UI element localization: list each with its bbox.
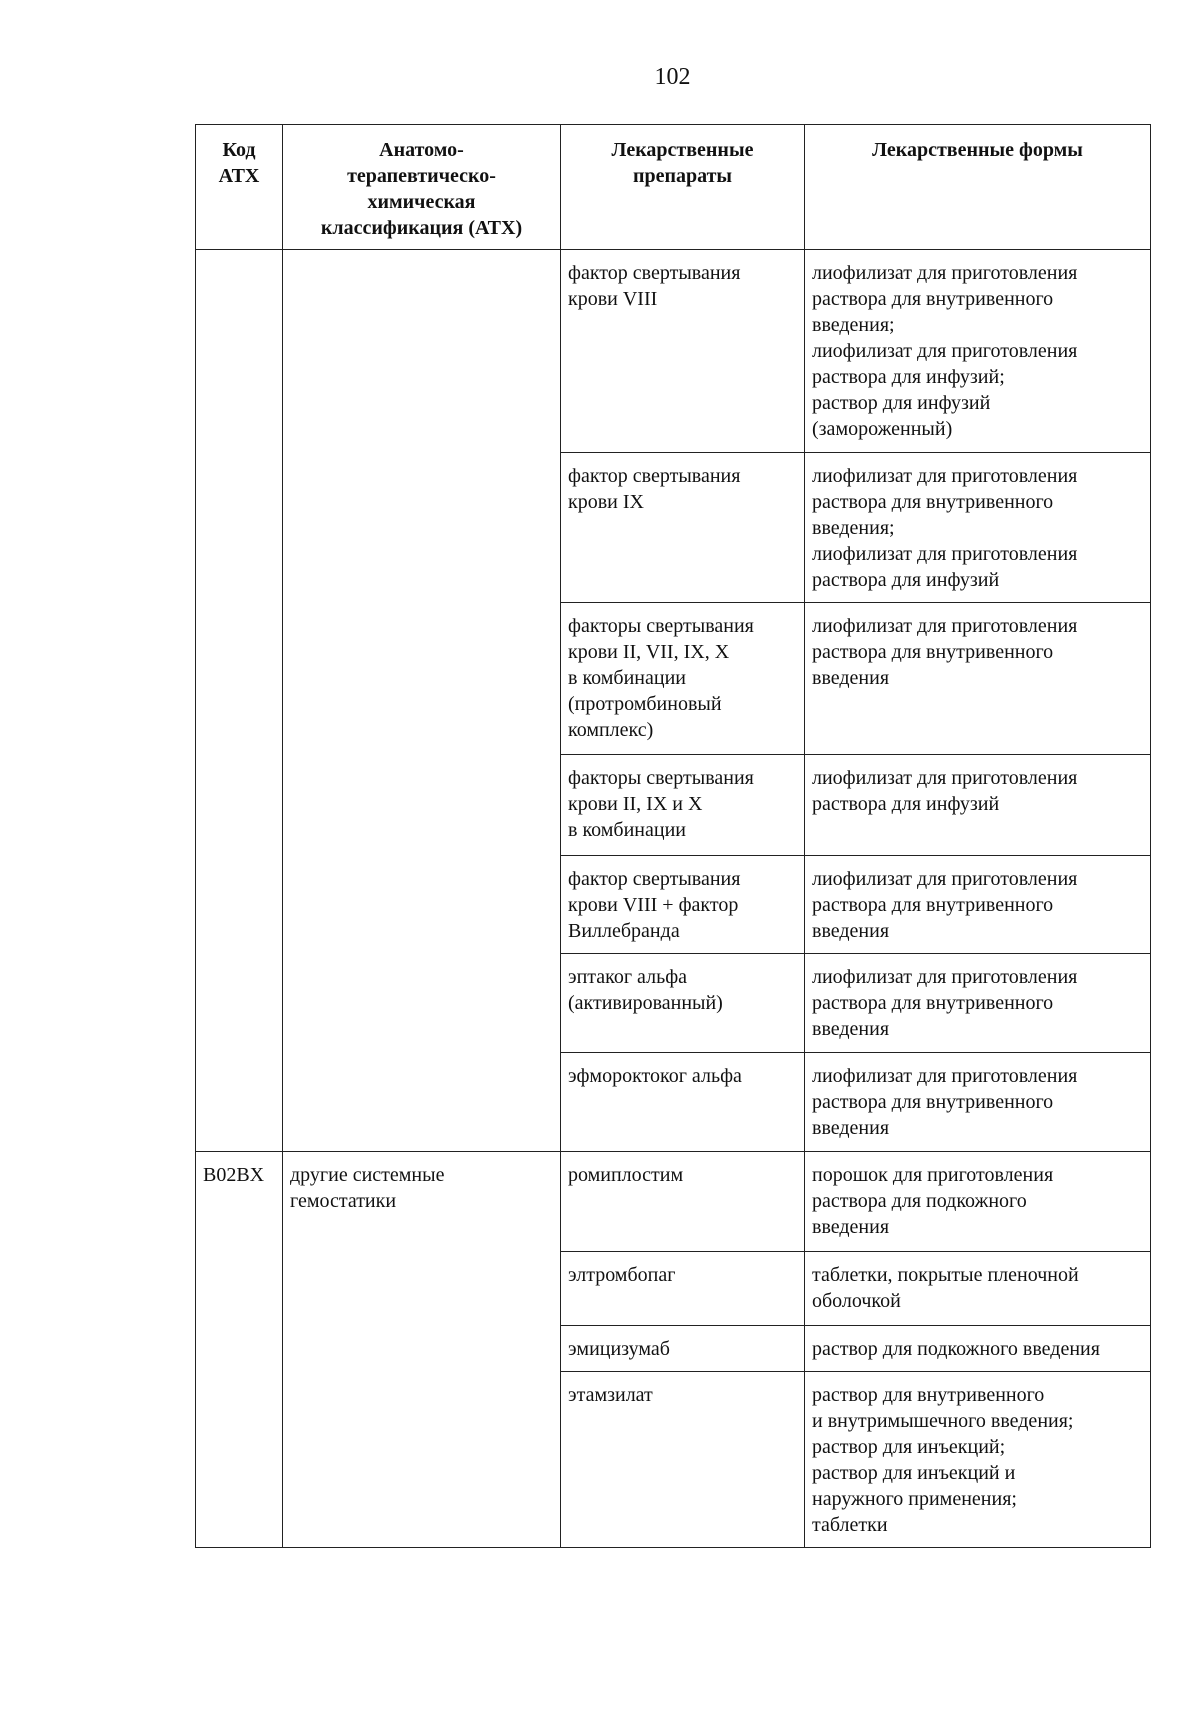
dosage-form-cell: лиофилизат для приготовления раствора для внутривенного введения (805, 856, 1151, 954)
header-dosage-forms: Лекарственные формы (805, 125, 1151, 250)
atx-classification-cell: другие системные гемостатики (283, 1152, 561, 1548)
page-number: 102 (654, 64, 691, 90)
header-atx-code: Код ATX (196, 125, 283, 250)
header-drugs: Лекарственные препараты (561, 125, 805, 250)
dosage-form-cell: лиофилизат для приготовления раствора для внутривенного введения (805, 1053, 1151, 1152)
atx-code-cell-empty (196, 250, 283, 1152)
drug-name-cell: эфмороктоког альфа (561, 1053, 805, 1152)
dosage-form-cell: лиофилизат для приготовления раствора для внутривенного введения (805, 603, 1151, 755)
dosage-form-cell: лиофилизат для приготовления раствора для внутривенного введения; лиофилизат для приготовления раствора для инфузий; раствор для инфузий (замороженный) (805, 250, 1151, 453)
drug-name-cell: эмицизумаб (561, 1326, 805, 1372)
dosage-form-cell: раствор для подкожного введения (805, 1326, 1151, 1372)
table-header-row (196, 125, 1151, 250)
header-atx-classification: Анатомо- терапевтическо- химическая классификация (АТХ) (283, 125, 561, 250)
drug-name-cell: ромиплостим (561, 1152, 805, 1252)
drug-name-cell: фактор свертывания крови VIII (561, 250, 805, 453)
drug-name-cell: факторы свертывания крови II, IX и X в комбинации (561, 755, 805, 856)
dosage-form-cell: раствор для внутривенного и внутримышечного введения; раствор для инъекций; раствор для инъекций и наружного применения; таблетки (805, 1372, 1151, 1548)
drug-name-cell: элтромбопаг (561, 1252, 805, 1326)
atx-classification-cell-empty (283, 250, 561, 1152)
drug-name-cell: факторы свертывания крови II, VII, IX, X в комбинации (протромбиновый комплекс) (561, 603, 805, 755)
dosage-form-cell: лиофилизат для приготовления раствора для внутривенного введения; лиофилизат для приготовления раствора для инфузий (805, 453, 1151, 603)
dosage-form-cell: порошок для приготовления раствора для подкожного введения (805, 1152, 1151, 1252)
atx-drug-table (195, 124, 1151, 1548)
atx-code-cell: B02BX (196, 1152, 283, 1548)
drug-name-cell: этамзилат (561, 1372, 805, 1548)
dosage-form-cell: таблетки, покрытые пленочной оболочкой (805, 1252, 1151, 1326)
table-row (196, 250, 1151, 453)
dosage-form-cell: лиофилизат для приготовления раствора для инфузий (805, 755, 1151, 856)
drug-name-cell: фактор свертывания крови IX (561, 453, 805, 603)
drug-name-cell: эптаког альфа (активированный) (561, 954, 805, 1053)
dosage-form-cell: лиофилизат для приготовления раствора для внутривенного введения (805, 954, 1151, 1053)
drug-name-cell: фактор свертывания крови VIII + фактор Виллебранда (561, 856, 805, 954)
table-row (196, 1152, 1151, 1252)
